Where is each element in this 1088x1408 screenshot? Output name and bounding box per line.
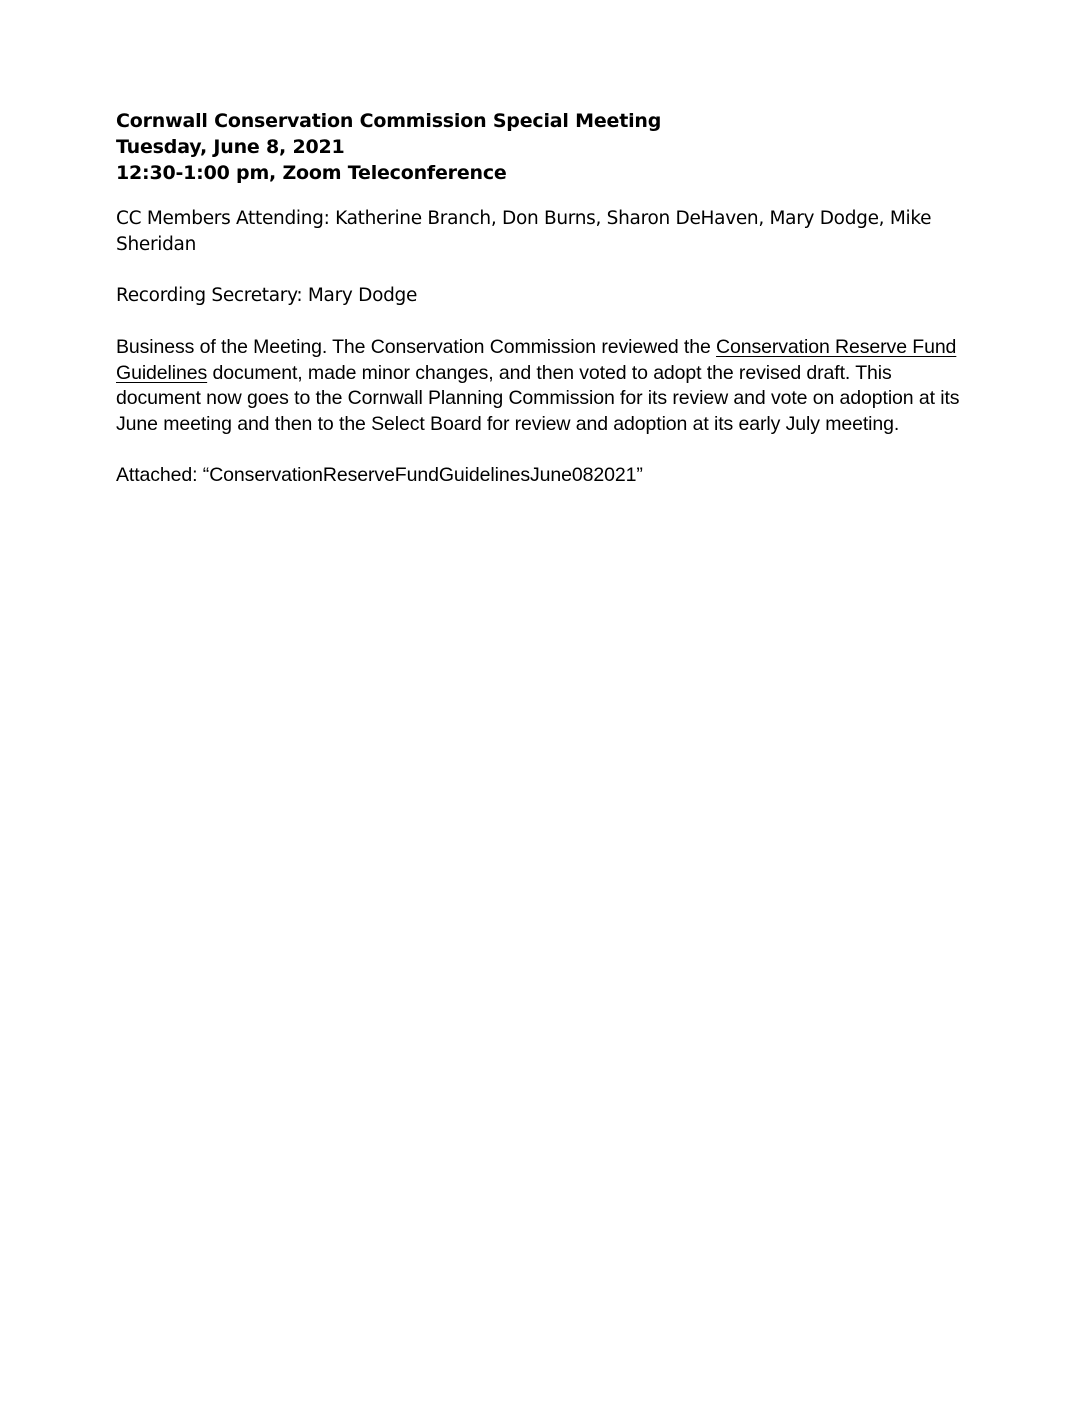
recording-secretary: Recording Secretary: Mary Dodge — [116, 285, 418, 306]
attachment-note: Attached: “ConservationReserveFundGuidelinesJune082021” — [116, 464, 643, 486]
meeting-date: Tuesday, June 8, 2021 — [116, 136, 345, 158]
guidelines-link[interactable]: Conservation Reserve Fund Guidelines — [116, 336, 957, 384]
meeting-time-location: 12:30-1:00 pm, Zoom Teleconference — [116, 162, 507, 184]
meeting-header — [116, 108, 976, 186]
business-text-start: Business of the Meeting. The Conservation Commission reviewed the — [116, 336, 717, 358]
business-of-meeting — [116, 335, 976, 437]
members-attending: CC Members Attending: Katherine Branch, Don Burns, Sharon DeHaven, Mary Dodge, Mike Sheridan — [116, 208, 932, 255]
meeting-title: Cornwall Conservation Commission Special Meeting — [116, 110, 662, 132]
business-text-end: document, made minor changes, and then voted to adopt the revised draft. This document now goes to the Cornwall Planning Commission for its review and vote on adoption at its June meeting and then to the Select Board for review and adoption at its early July meeting. — [116, 361, 960, 435]
document-body — [116, 108, 976, 489]
